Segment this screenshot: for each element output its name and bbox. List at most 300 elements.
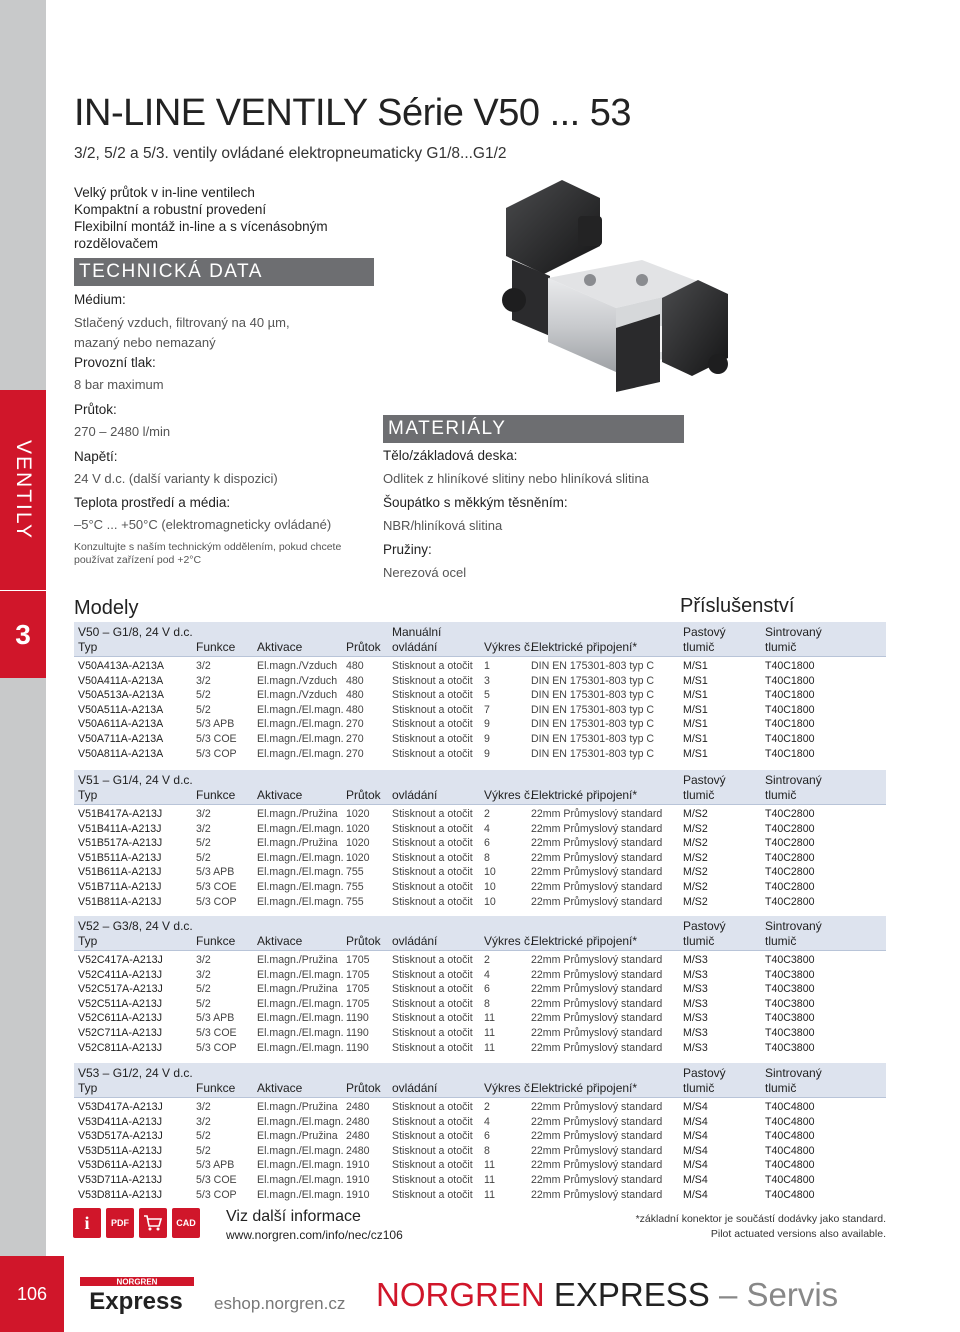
col-header-silencer2: tlumič	[683, 1081, 715, 1095]
material-value: NBR/hliníková slitina	[383, 518, 503, 533]
table-cell: 10	[484, 895, 496, 908]
feature-line: Kompaktní a robustní provedení	[74, 202, 267, 217]
footnote-pilot: Pilot actuated versions also available.	[710, 1228, 886, 1240]
table-cell: 6	[484, 1130, 490, 1143]
table-cell: Stisknout a otočit	[392, 837, 473, 850]
table-cell: T40C4800	[765, 1101, 815, 1113]
table-cell: 22mm Průmyslový standard	[531, 1041, 663, 1054]
table-cell: T40C4800	[765, 1174, 815, 1186]
table-cell: 9	[484, 718, 490, 731]
table-cell: El.magn./Vzduch	[257, 660, 338, 672]
table-cell: El.magn./El.magn.	[257, 895, 344, 908]
table-cell: 5/3 COP	[196, 1041, 237, 1054]
table-cell: M/S2	[683, 808, 708, 820]
table-cell: El.magn./El.magn.	[257, 733, 344, 745]
table-cell: V53D417A-A213J	[78, 1101, 163, 1113]
table-cell: T40C1800	[765, 747, 815, 760]
table-cell: El.magn./El.magn.	[257, 1188, 344, 1201]
cad-icon[interactable]: CAD	[172, 1208, 200, 1238]
table-cell: M/S3	[683, 1012, 708, 1025]
table-cell: V53D511A-A213J	[78, 1144, 163, 1157]
table-cell: T40C4800	[765, 1159, 815, 1172]
table-cell: V50A511A-A213A	[78, 703, 164, 716]
table-cell: Stisknout a otočit	[392, 1188, 473, 1201]
table-cell: 480	[346, 703, 364, 716]
col-header-function: Funkce	[196, 934, 236, 948]
table-cell: 2	[484, 1101, 490, 1113]
table-cell: Stisknout a otočit	[392, 866, 473, 879]
table-cell: T40C3800	[765, 1041, 815, 1054]
table-cell: 270	[346, 733, 364, 745]
table-cell: 5/3 APB	[196, 866, 235, 879]
table-cell: 1705	[346, 983, 370, 996]
eshop-link[interactable]: eshop.norgren.cz	[214, 1294, 346, 1313]
table-cell: 3/2	[196, 1115, 211, 1128]
col-header-operation: ovládání	[392, 640, 438, 654]
table-cell: M/S4	[683, 1188, 708, 1201]
table-cell: Stisknout a otočit	[392, 954, 473, 966]
table-cell: M/S4	[683, 1115, 708, 1128]
table-cell: 11	[484, 1012, 495, 1025]
table-cell: El.magn./El.magn.	[257, 866, 344, 879]
table-cell: T40C2800	[765, 866, 815, 879]
table-cell: El.magn./El.magn.	[257, 881, 344, 893]
col-header-sintered: Sintrovaný	[765, 625, 822, 639]
table-cell: 22mm Průmyslový standard	[531, 997, 663, 1010]
table-cell: Stisknout a otočit	[392, 747, 473, 760]
table-cell: M/S3	[683, 1041, 708, 1054]
feature-line: rozdělovačem	[74, 236, 159, 251]
table-cell: 11	[484, 1174, 495, 1186]
table-cell: Stisknout a otočit	[392, 674, 473, 687]
table-cell: El.magn./El.magn.	[257, 1027, 344, 1039]
shopping-cart-icon[interactable]	[139, 1208, 167, 1238]
table-cell: El.magn./El.magn.	[257, 703, 344, 716]
table-cell: DIN EN 175301-803 typ C	[531, 660, 655, 672]
table-cell: 1190	[346, 1012, 369, 1025]
col-header-operation: ovládání	[392, 1081, 438, 1095]
table-cell: DIN EN 175301-803 typ C	[531, 747, 655, 760]
table-cell: 11	[484, 1027, 495, 1039]
tech-data-heading: TECHNICKÁ DATA	[74, 258, 374, 286]
table-cell: 22mm Průmyslový standard	[531, 1012, 663, 1025]
table-cell: 5/2	[196, 1130, 211, 1143]
table-cell: V50A611A-A213A	[78, 718, 164, 731]
tech-label: Médium:	[74, 292, 126, 307]
col-header-operation: ovládání	[392, 788, 438, 802]
table-cell: Stisknout a otočit	[392, 851, 473, 864]
page-subtitle: 3/2, 5/2 a 5/3. ventily ovládané elektropneumaticky G1/8...G1/2	[74, 145, 507, 162]
page-title: IN-LINE VENTILY Série V50 ... 53	[74, 92, 632, 134]
table-cell: M/S3	[683, 997, 708, 1010]
table-cell: V51B411A-A213J	[78, 822, 162, 835]
table-cell: El.magn./El.magn.	[257, 1041, 344, 1054]
col-header-activation: Aktivace	[257, 1081, 303, 1095]
table-cell: 5/3 COE	[196, 1174, 237, 1186]
table-cell: 2	[484, 808, 490, 820]
table-cell: M/S4	[683, 1144, 708, 1157]
pdf-icon[interactable]: PDF	[106, 1208, 134, 1238]
table-cell: El.magn./Pružina	[257, 1130, 338, 1143]
table-cell: T40C1800	[765, 703, 815, 716]
table-cell: Stisknout a otočit	[392, 733, 473, 745]
table-cell: 22mm Průmyslový standard	[531, 1115, 663, 1128]
col-header-manual: Manuální	[392, 625, 442, 639]
table-cell: El.magn./El.magn.	[257, 1115, 344, 1128]
table-cell: 3/2	[196, 822, 211, 835]
table-cell: 1020	[346, 808, 370, 820]
col-header-electrical: Elektrické připojení*	[531, 640, 638, 654]
table-cell: DIN EN 175301-803 typ C	[531, 689, 655, 702]
table-cell: 3/2	[196, 808, 211, 820]
table-cell: V52C517A-A213J	[78, 983, 163, 996]
accessories-heading: Příslušenství	[680, 595, 795, 617]
col-header-flow: Průtok	[346, 640, 381, 654]
col-header-type: Typ	[78, 1081, 98, 1095]
table-cell: 3/2	[196, 660, 211, 672]
col-header-sintered: Sintrovaný	[765, 773, 822, 787]
table-cell: 22mm Průmyslový standard	[531, 1027, 663, 1039]
table-cell: M/S1	[683, 733, 708, 745]
table-cell: T40C3800	[765, 983, 815, 996]
table-cell: El.magn./El.magn.	[257, 851, 344, 864]
col-header-operation: ovládání	[392, 934, 438, 948]
page-number: 106	[0, 1256, 64, 1332]
table-cell: 5/2	[196, 1144, 211, 1157]
col-header-electrical: Elektrické připojení*	[531, 1081, 638, 1095]
table-cell: M/S3	[683, 983, 708, 996]
table-cell: Stisknout a otočit	[392, 895, 473, 908]
material-label: Pružiny:	[383, 542, 432, 557]
table-cell: 5/3 COE	[196, 881, 237, 893]
table-cell: El.magn./El.magn.	[257, 718, 344, 731]
table-cell: 5/3 APB	[196, 1012, 235, 1025]
table-cell: T40C3800	[765, 968, 815, 981]
table-cell: M/S2	[683, 837, 708, 850]
col-header-drawing: Výkres č.	[484, 934, 534, 948]
table-cell: V53D811A-A213J	[78, 1188, 163, 1201]
table-cell: V53D517A-A213J	[78, 1130, 163, 1143]
table-cell: T40C1800	[765, 733, 815, 745]
table-cell: El.magn./El.magn.	[257, 1174, 344, 1186]
table-cell: T40C2800	[765, 837, 815, 850]
svg-text:NORGREN: NORGREN	[116, 1277, 158, 1287]
table-cell: 4	[484, 968, 490, 981]
table-cell: V53D611A-A213J	[78, 1159, 163, 1172]
table-cell: M/S1	[683, 703, 708, 716]
col-header-silencer: Pastový	[683, 1066, 726, 1080]
table-cell: 22mm Průmyslový standard	[531, 881, 663, 893]
table-cell: 22mm Průmyslový standard	[531, 1159, 663, 1172]
table-cell: El.magn./Pružina	[257, 837, 338, 850]
table-divider	[74, 1097, 886, 1098]
table-cell: 11	[484, 1188, 495, 1201]
table-cell: 5/3 COP	[196, 747, 237, 760]
table-cell: T40C1800	[765, 718, 815, 731]
svg-text:Express: Express	[89, 1288, 183, 1314]
table-cell: 1705	[346, 997, 370, 1010]
table-cell: 6	[484, 983, 490, 996]
table-cell: El.magn./Vzduch	[257, 689, 338, 702]
col-header-sintered: Sintrovaný	[765, 919, 822, 933]
table-cell: 5/2	[196, 997, 211, 1010]
col-header-flow: Průtok	[346, 788, 381, 802]
table-cell: 1910	[346, 1159, 370, 1172]
table-cell: V53D411A-A213J	[78, 1115, 163, 1128]
table-cell: Stisknout a otočit	[392, 1012, 473, 1025]
tech-label: Teplota prostředí a média:	[74, 495, 231, 510]
table-cell: V53D711A-A213J	[78, 1174, 163, 1186]
table-cell: M/S2	[683, 881, 708, 893]
table-cell: El.magn./El.magn.	[257, 1159, 344, 1172]
col-header-sintered: Sintrovaný	[765, 1066, 822, 1080]
table-cell: T40C3800	[765, 1027, 815, 1039]
table-cell: 5/3 COE	[196, 1027, 237, 1039]
col-header-sintered2: tlumič	[765, 788, 797, 802]
table-cell: 22mm Průmyslový standard	[531, 954, 663, 966]
footer-icons	[73, 1208, 203, 1238]
table-cell: Stisknout a otočit	[392, 703, 473, 716]
table-cell: El.magn./El.magn.	[257, 968, 344, 981]
col-header-activation: Aktivace	[257, 788, 303, 802]
col-header-type: Typ	[78, 788, 98, 802]
table-cell: 6	[484, 837, 490, 850]
table-cell: T40C1800	[765, 689, 815, 702]
table-cell: El.magn./Pružina	[257, 983, 338, 996]
table-divider	[74, 804, 886, 805]
table-cell: M/S2	[683, 866, 708, 879]
table-cell: M/S4	[683, 1130, 708, 1143]
table-cell: T40C4800	[765, 1115, 815, 1128]
models-heading: Modely	[74, 597, 139, 619]
table-cell: V51B711A-A213J	[78, 881, 162, 893]
table-cell: T40C2800	[765, 822, 815, 835]
tech-value: mazaný nebo nemazaný	[74, 335, 216, 350]
table-cell: 5/3 COP	[196, 1188, 237, 1201]
table-cell: 3/2	[196, 1101, 211, 1113]
col-header-flow: Průtok	[346, 1081, 381, 1095]
table-cell: 1910	[346, 1188, 370, 1201]
col-header-sintered2: tlumič	[765, 934, 797, 948]
table-cell: 755	[346, 881, 364, 893]
table-cell: T40C2800	[765, 895, 815, 908]
table-cell: V52C411A-A213J	[78, 968, 163, 981]
table-cell: 22mm Průmyslový standard	[531, 1188, 663, 1201]
table-cell: M/S1	[683, 718, 708, 731]
table-cell: 8	[484, 1144, 490, 1157]
table-cell: V50A711A-A213A	[78, 733, 164, 745]
table-cell: Stisknout a otočit	[392, 718, 473, 731]
table-cell: V51B611A-A213J	[78, 866, 162, 879]
col-header-silencer2: tlumič	[683, 934, 715, 948]
table-cell: DIN EN 175301-803 typ C	[531, 718, 655, 731]
brand-slogan: NORGREN EXPRESS – Servis	[376, 1276, 839, 1313]
table-cell: Stisknout a otočit	[392, 808, 473, 820]
table-cell: 5/2	[196, 851, 211, 864]
table-cell: 3/2	[196, 954, 211, 966]
table-cell: DIN EN 175301-803 typ C	[531, 703, 655, 716]
table-cell: El.magn./El.magn.	[257, 822, 344, 835]
table-cell: V51B811A-A213J	[78, 895, 162, 908]
table-cell: T40C2800	[765, 851, 815, 864]
table-cell: 22mm Průmyslový standard	[531, 1101, 663, 1113]
col-header-electrical: Elektrické připojení*	[531, 934, 638, 948]
norgren-express-logo	[78, 1276, 196, 1314]
table-cell: Stisknout a otočit	[392, 1144, 473, 1157]
tech-note: Konzultujte s naším technickým oddělením, pokud chcete používat zařízení pod +2°C	[74, 541, 342, 566]
table-cell: T40C2800	[765, 808, 815, 820]
table-cell: M/S2	[683, 851, 708, 864]
col-header-silencer: Pastový	[683, 773, 726, 787]
table-cell: Stisknout a otočit	[392, 1027, 473, 1039]
col-header-silencer2: tlumič	[683, 788, 715, 802]
table-cell: 5/3 COE	[196, 733, 237, 745]
tech-label: Provozní tlak:	[74, 355, 156, 370]
col-header-silencer: Pastový	[683, 625, 726, 639]
col-header-type: Typ	[78, 640, 98, 654]
table-cell: T40C4800	[765, 1130, 815, 1143]
table-cell: V52C417A-A213J	[78, 954, 163, 966]
material-value: Nerezová ocel	[383, 565, 467, 580]
table-cell: 755	[346, 866, 364, 879]
table-cell: Stisknout a otočit	[392, 1115, 473, 1128]
col-header-sintered2: tlumič	[765, 640, 797, 654]
table-cell: 7	[484, 703, 490, 716]
table-cell: T40C1800	[765, 674, 815, 687]
table-cell: 3/2	[196, 674, 211, 687]
table-cell: M/S3	[683, 1027, 708, 1039]
tech-label: Napětí:	[74, 449, 118, 464]
table-cell: 9	[484, 747, 490, 760]
table-cell: T40C4800	[765, 1144, 815, 1157]
table-cell: V50A513A-A213A	[78, 689, 164, 702]
table-cell: 1020	[346, 822, 370, 835]
table-cell: 5/3 COP	[196, 895, 237, 908]
material-label: Šoupátko s měkkým těsněním:	[383, 495, 568, 510]
table-cell: 5/3 APB	[196, 718, 235, 731]
table-cell: 480	[346, 674, 364, 687]
tech-value: –5°C ... +50°C (elektromagneticky ovládané)	[74, 517, 332, 532]
table-cell: 270	[346, 747, 364, 760]
table-cell: 480	[346, 660, 364, 672]
table-cell: 4	[484, 822, 490, 835]
table-cell: Stisknout a otočit	[392, 660, 473, 672]
table-cell: 22mm Průmyslový standard	[531, 851, 663, 864]
section-tab-label: VENTILY	[12, 440, 35, 540]
table-cell: 22mm Průmyslový standard	[531, 866, 663, 879]
tech-label: Průtok:	[74, 402, 117, 417]
materials-heading: MATERIÁLY	[383, 415, 684, 443]
table-cell: El.magn./El.magn.	[257, 1144, 344, 1157]
table-cell: 22mm Průmyslový standard	[531, 895, 663, 908]
tech-value: 24 V d.c. (další varianty k dispozici)	[74, 471, 278, 486]
table-cell: 5	[484, 689, 490, 702]
table-cell: DIN EN 175301-803 typ C	[531, 733, 655, 745]
table-cell: Stisknout a otočit	[392, 1130, 473, 1143]
tech-value: Stlačený vzduch, filtrovaný na 40 µm,	[74, 315, 290, 330]
table-divider	[74, 656, 886, 657]
table-cell: 2480	[346, 1144, 370, 1157]
info-icon[interactable]: i	[73, 1208, 101, 1238]
table-cell: 22mm Průmyslový standard	[531, 822, 663, 835]
material-value: Odlitek z hliníkové slitiny nebo hliníková slitina	[383, 471, 649, 486]
col-header-drawing: Výkres č.	[484, 640, 534, 654]
table-cell: 22mm Průmyslový standard	[531, 983, 663, 996]
table-cell: El.magn./El.magn.	[257, 1012, 344, 1025]
table-cell: Stisknout a otočit	[392, 822, 473, 835]
table-cell: Stisknout a otočit	[392, 1041, 473, 1054]
table-cell: 1020	[346, 837, 370, 850]
table-cell: 2480	[346, 1130, 370, 1143]
table-cell: DIN EN 175301-803 typ C	[531, 674, 655, 687]
table-cell: T40C4800	[765, 1188, 815, 1201]
table-cell: El.magn./Pružina	[257, 954, 338, 966]
section-tab-ventily	[0, 390, 46, 590]
table-cell: Stisknout a otočit	[392, 1101, 473, 1113]
table-cell: M/S4	[683, 1101, 708, 1113]
tech-value: 270 – 2480 l/min	[74, 424, 171, 439]
table-cell: T40C2800	[765, 881, 815, 893]
table-cell: M/S3	[683, 968, 708, 981]
table-cell: 1020	[346, 851, 370, 864]
table-cell: 5/3 APB	[196, 1159, 235, 1172]
valve-product-image	[492, 168, 728, 400]
table-cell: M/S1	[683, 660, 708, 672]
more-info-link[interactable]: www.norgren.com/info/nec/cz106	[226, 1228, 403, 1242]
table-cell: 2480	[346, 1101, 370, 1113]
table-cell: 11	[484, 1041, 495, 1054]
table-cell: 22mm Průmyslový standard	[531, 808, 663, 820]
table-cell: 22mm Průmyslový standard	[531, 1174, 663, 1186]
table-cell: 22mm Průmyslový standard	[531, 837, 663, 850]
col-header-function: Funkce	[196, 1081, 236, 1095]
table-cell: El.magn./El.magn.	[257, 747, 344, 760]
table-cell: 2	[484, 954, 490, 966]
col-header-silencer: Pastový	[683, 919, 726, 933]
table-cell: Stisknout a otočit	[392, 1159, 473, 1172]
table-cell: V50A411A-A213A	[78, 674, 164, 687]
table-cell: M/S3	[683, 954, 708, 966]
table-cell: 4	[484, 1115, 490, 1128]
table-cell: 3	[484, 674, 490, 687]
group-title: V51 – G1/4, 24 V d.c.	[78, 773, 193, 787]
table-cell: M/S1	[683, 674, 708, 687]
table-cell: M/S4	[683, 1159, 708, 1172]
group-title: V52 – G3/8, 24 V d.c.	[78, 919, 193, 933]
table-cell: El.magn./Pružina	[257, 808, 338, 820]
table-cell: 1705	[346, 954, 370, 966]
table-cell: M/S1	[683, 689, 708, 702]
material-label: Tělo/základová deska:	[383, 448, 518, 463]
table-cell: M/S1	[683, 747, 708, 760]
table-cell: 1705	[346, 968, 370, 981]
tech-value: 8 bar maximum	[74, 377, 164, 392]
table-cell: 5/2	[196, 689, 211, 702]
table-cell: V50A413A-A213A	[78, 660, 164, 672]
table-cell: 8	[484, 851, 490, 864]
group-title: V53 – G1/2, 24 V d.c.	[78, 1066, 193, 1080]
table-cell: V52C811A-A213J	[78, 1041, 163, 1054]
table-cell: 10	[484, 881, 496, 893]
table-cell: 10	[484, 866, 496, 879]
table-cell: Stisknout a otočit	[392, 983, 473, 996]
table-cell: Stisknout a otočit	[392, 997, 473, 1010]
col-header-activation: Aktivace	[257, 640, 303, 654]
col-header-drawing: Výkres č.	[484, 1081, 534, 1095]
table-cell: 2480	[346, 1115, 370, 1128]
table-cell: 1190	[346, 1027, 369, 1039]
table-cell: M/S4	[683, 1174, 708, 1186]
